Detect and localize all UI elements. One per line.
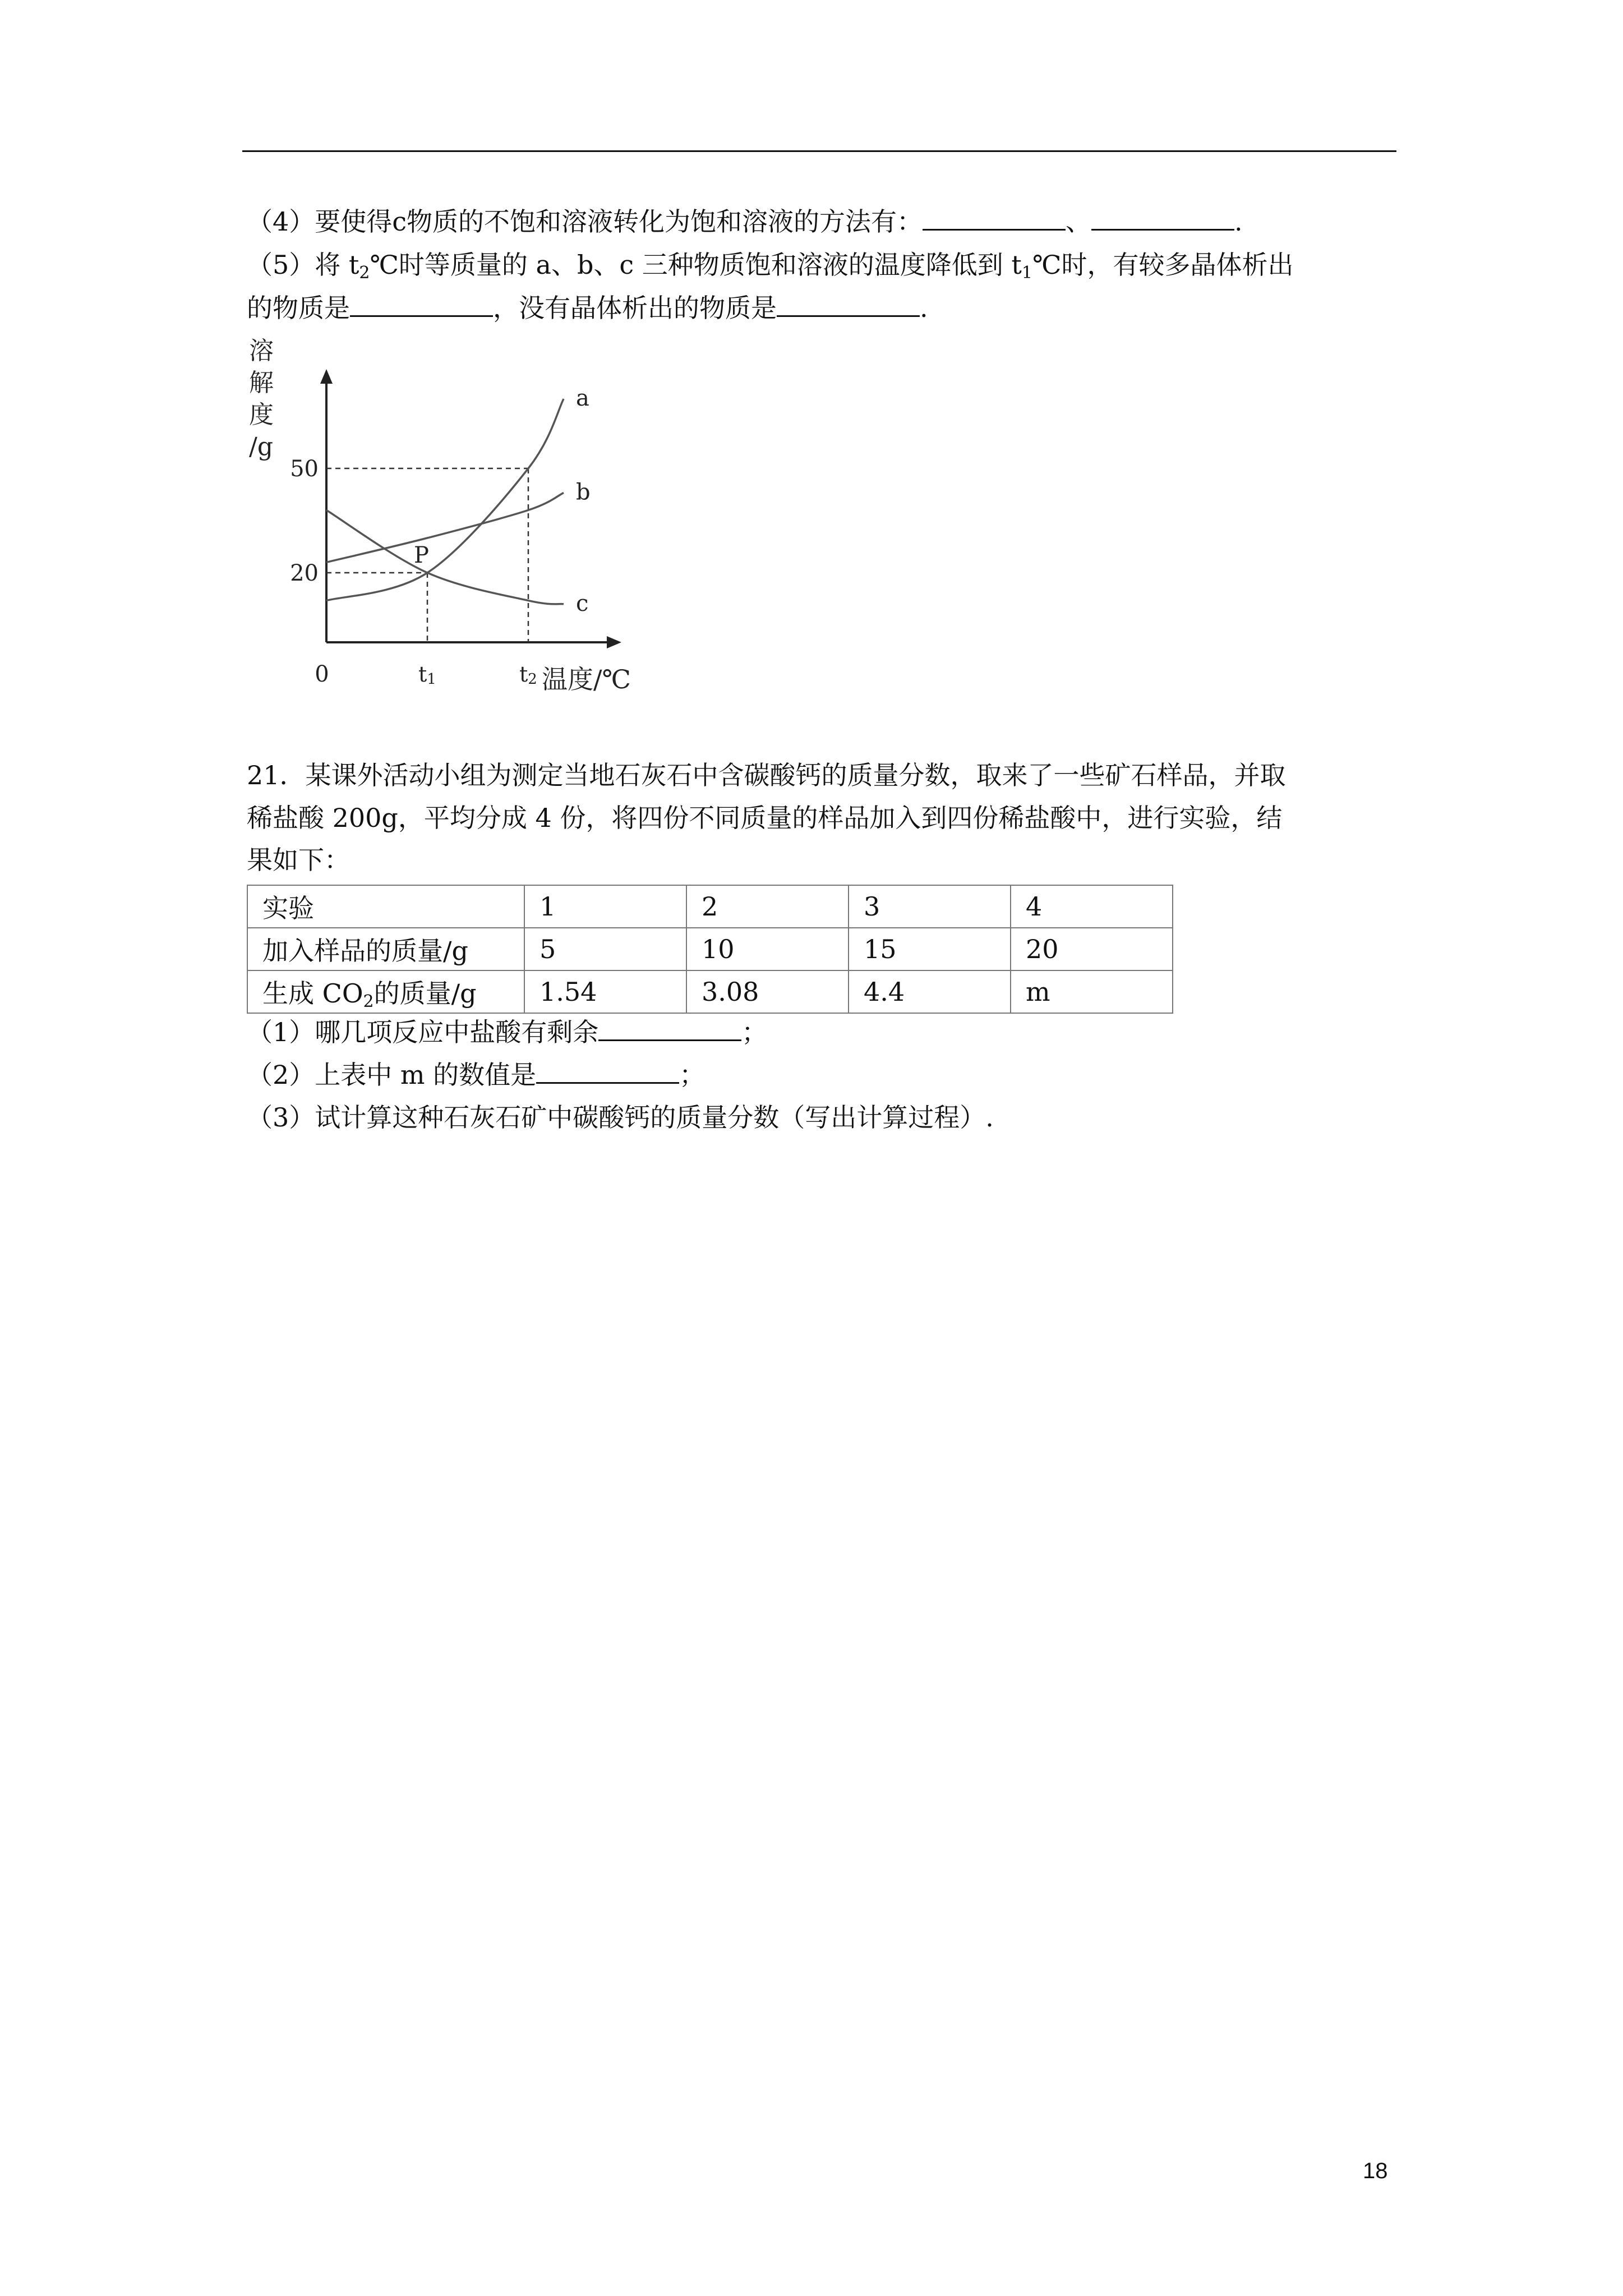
y-axis-label-char: /g — [249, 432, 273, 461]
q20-part5-sub1: 2 — [359, 263, 370, 283]
table-cell: m — [1011, 970, 1173, 1013]
q20-part5-b: ℃时等质量的 a、b、c 三种物质饱和溶液的温度降低到 t — [370, 250, 1022, 280]
answer-blank-4b[interactable] — [1091, 206, 1234, 231]
q21-sub2 — [247, 1058, 705, 1092]
answer-blank-21-1[interactable] — [598, 1017, 741, 1041]
curve-label-a: a — [576, 385, 589, 411]
q20-part5-c: ℃时，有较多晶体析出 — [1032, 250, 1294, 280]
x-tick-label: t1 — [418, 662, 436, 688]
y-axis-label-char: 解 — [249, 369, 274, 397]
x-axis-label: 温度/℃ — [542, 664, 631, 694]
q20-part4-end: . — [1234, 206, 1243, 237]
q21-intro-line2: 稀盐酸 200g，平均分成 4 份，将四份不同质量的样品加入到四份稀盐酸中，进行实验，结 — [247, 803, 1283, 833]
q21-sub1-text: （1）哪几项反应中盐酸有剩余 — [247, 1017, 599, 1047]
q20-part4-text: （4）要使得c物质的不饱和溶液转化为饱和溶液的方法有： — [247, 206, 923, 237]
point-p-label: P — [414, 542, 429, 568]
y-axis-label-char: 度 — [249, 401, 274, 429]
origin-label: 0 — [315, 661, 329, 687]
q20-part5-line2-end: . — [920, 293, 928, 323]
table-row — [247, 928, 1173, 970]
table-cell: 1.54 — [524, 970, 686, 1013]
y-axis-label-char: 溶 — [249, 337, 274, 365]
co2-label-a: 生成 CO — [262, 978, 363, 1009]
q21-sub1 — [247, 1015, 767, 1049]
page-number: 18 — [1363, 2159, 1388, 2183]
table-cell: 5 — [524, 928, 686, 970]
table-row — [247, 885, 1173, 928]
q21-sub3: （3）试计算这种石灰石矿中碳酸钙的质量分数（写出计算过程）. — [247, 1102, 994, 1133]
table-cell: 3 — [849, 885, 1011, 928]
y-tick-label: 50 — [290, 456, 319, 482]
answer-blank-21-2[interactable] — [536, 1060, 679, 1084]
table-cell: 1 — [524, 885, 686, 928]
table-cell: 15 — [849, 928, 1011, 970]
table-cell: 2 — [686, 885, 849, 928]
q21-sub1-end: ； — [741, 1017, 768, 1047]
q20-part5-line2 — [247, 291, 928, 325]
q20-part4-sep: 、 — [1066, 206, 1092, 237]
q20-part5-sub2: 1 — [1021, 263, 1033, 283]
y-tick-label: 20 — [290, 560, 319, 586]
q20-part5-a: （5）将 t — [247, 250, 359, 280]
table-cell — [247, 970, 524, 1013]
table-cell: 4.4 — [849, 970, 1011, 1013]
answer-blank-4a[interactable] — [923, 206, 1066, 231]
q21-sub2-text: （2）上表中 m 的数值是 — [247, 1060, 537, 1090]
solubility-chart — [241, 337, 645, 707]
answer-blank-5a[interactable] — [350, 293, 493, 317]
table-cell: 4 — [1011, 885, 1173, 928]
curve-label-c: c — [576, 590, 589, 616]
q20-part4 — [247, 205, 1243, 238]
answer-blank-5b[interactable] — [777, 293, 920, 317]
table-cell: 3.08 — [686, 970, 849, 1013]
q21-intro-line3: 果如下： — [247, 845, 350, 875]
x-tick-label: t2 — [519, 662, 537, 688]
co2-label-b: 的质量/g — [374, 978, 477, 1009]
x-axis-arrow — [607, 636, 621, 648]
q20-part5-line2-b: ，没有晶体析出的物质是 — [493, 293, 777, 323]
chart-labels — [249, 337, 631, 694]
chart-curves — [326, 399, 564, 604]
table-row — [247, 970, 1173, 1013]
experiment-table — [247, 885, 1173, 1014]
table-cell: 实验 — [247, 885, 524, 928]
curve-label-b: b — [576, 479, 591, 505]
table-cell: 20 — [1011, 928, 1173, 970]
q21-intro-line1: 21．某课外活动小组为测定当地石灰石中含碳酸钙的质量分数，取来了一些矿石样品，并取 — [247, 760, 1286, 790]
header-rule — [242, 150, 1396, 152]
y-axis-arrow — [320, 369, 333, 384]
table-cell: 10 — [686, 928, 849, 970]
q21-sub2-end: ； — [679, 1060, 706, 1090]
q20-part5 — [247, 248, 1293, 282]
q20-part5-line2-a: 的物质是 — [247, 293, 350, 323]
table-cell: 加入样品的质量/g — [247, 928, 524, 970]
co2-label-sub: 2 — [363, 992, 374, 1011]
